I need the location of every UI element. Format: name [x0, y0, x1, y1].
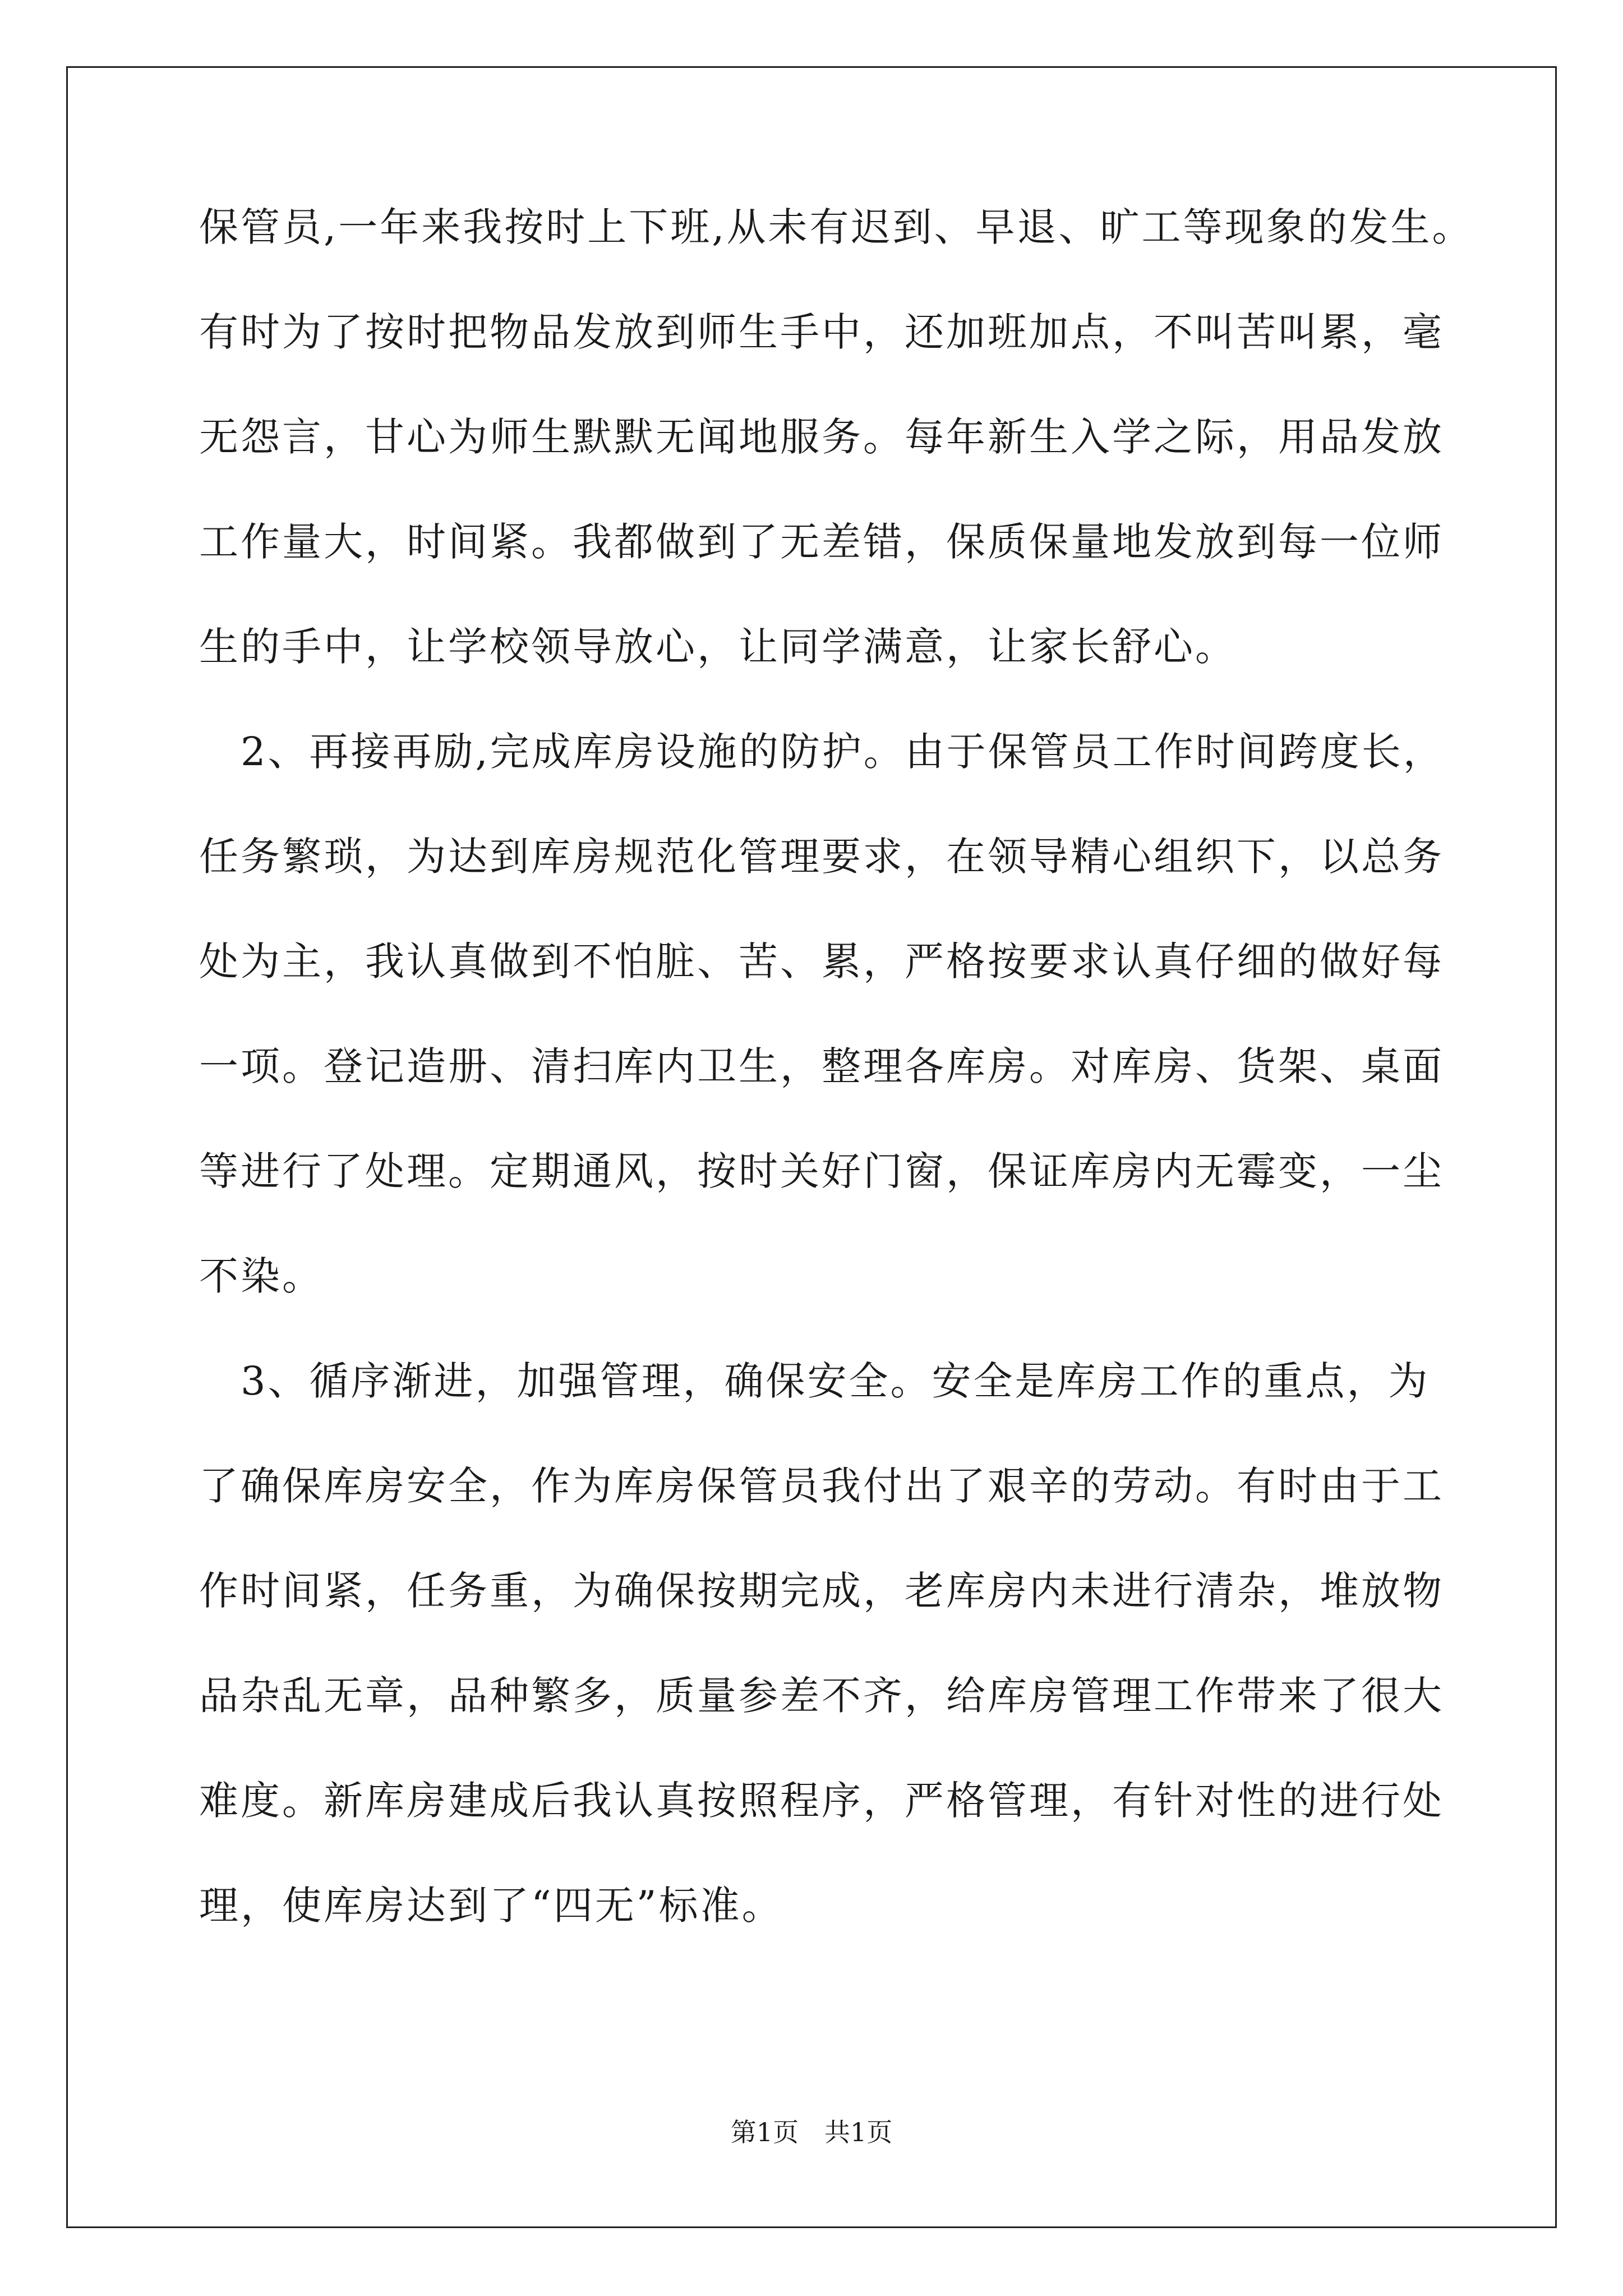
- text-line: 理，使库房达到了“四无”标准。: [199, 1883, 783, 1929]
- text-line: 等进行了处理。定期通风，按时关好门窗，保证库房内无霉变，一尘: [199, 1148, 1444, 1194]
- text-line: 有时为了按时把物品发放到师生手中，还加班加点，不叫苦叫累，毫: [199, 309, 1444, 355]
- text-line: 2、再接再励,完成库房设施的防护。由于保管员工作时间跨度长，: [199, 729, 1445, 775]
- page-number-footer: 第1页 共1页: [730, 2117, 893, 2147]
- text-line: 不染。: [199, 1253, 324, 1299]
- text-line: 处为主，我认真做到不怕脏、苦、累，严格按要求认真仔细的做好每: [199, 938, 1444, 984]
- text-line: 作时间紧，任务重，为确保按期完成，老库房内未进行清杂，堆放物: [199, 1568, 1444, 1614]
- text-line: 一项。登记造册、清扫库内卫生，整理各库房。对库房、货架、桌面: [199, 1043, 1444, 1089]
- text-line: 生的手中，让学校领导放心，让同学满意，让家长舒心。: [199, 624, 1237, 670]
- text-line: 品杂乱无章，品种繁多，质量参差不齐，给库房管理工作带来了很大: [199, 1673, 1444, 1719]
- text-line: 任务繁琐，为达到库房规范化管理要求，在领导精心组织下，以总务: [199, 834, 1444, 880]
- text-line: 3、循序渐进，加强管理，确保安全。安全是库房工作的重点，为: [199, 1358, 1430, 1404]
- text-line: 了确保库房安全，作为库房保管员我付出了艰辛的劳动。有时由于工: [199, 1463, 1444, 1509]
- text-line: 保管员,一年来我按时上下班,从未有迟到、早退、旷工等现象的发生。: [199, 204, 1474, 250]
- text-line: 无怨言，甘心为师生默默无闻地服务。每年新生入学之际，用品发放: [199, 414, 1444, 460]
- text-line: 工作量大，时间紧。我都做到了无差错，保质保量地发放到每一位师: [199, 519, 1444, 565]
- text-line: 难度。新库房建成后我认真按照程序，严格管理，有针对性的进行处: [199, 1778, 1444, 1824]
